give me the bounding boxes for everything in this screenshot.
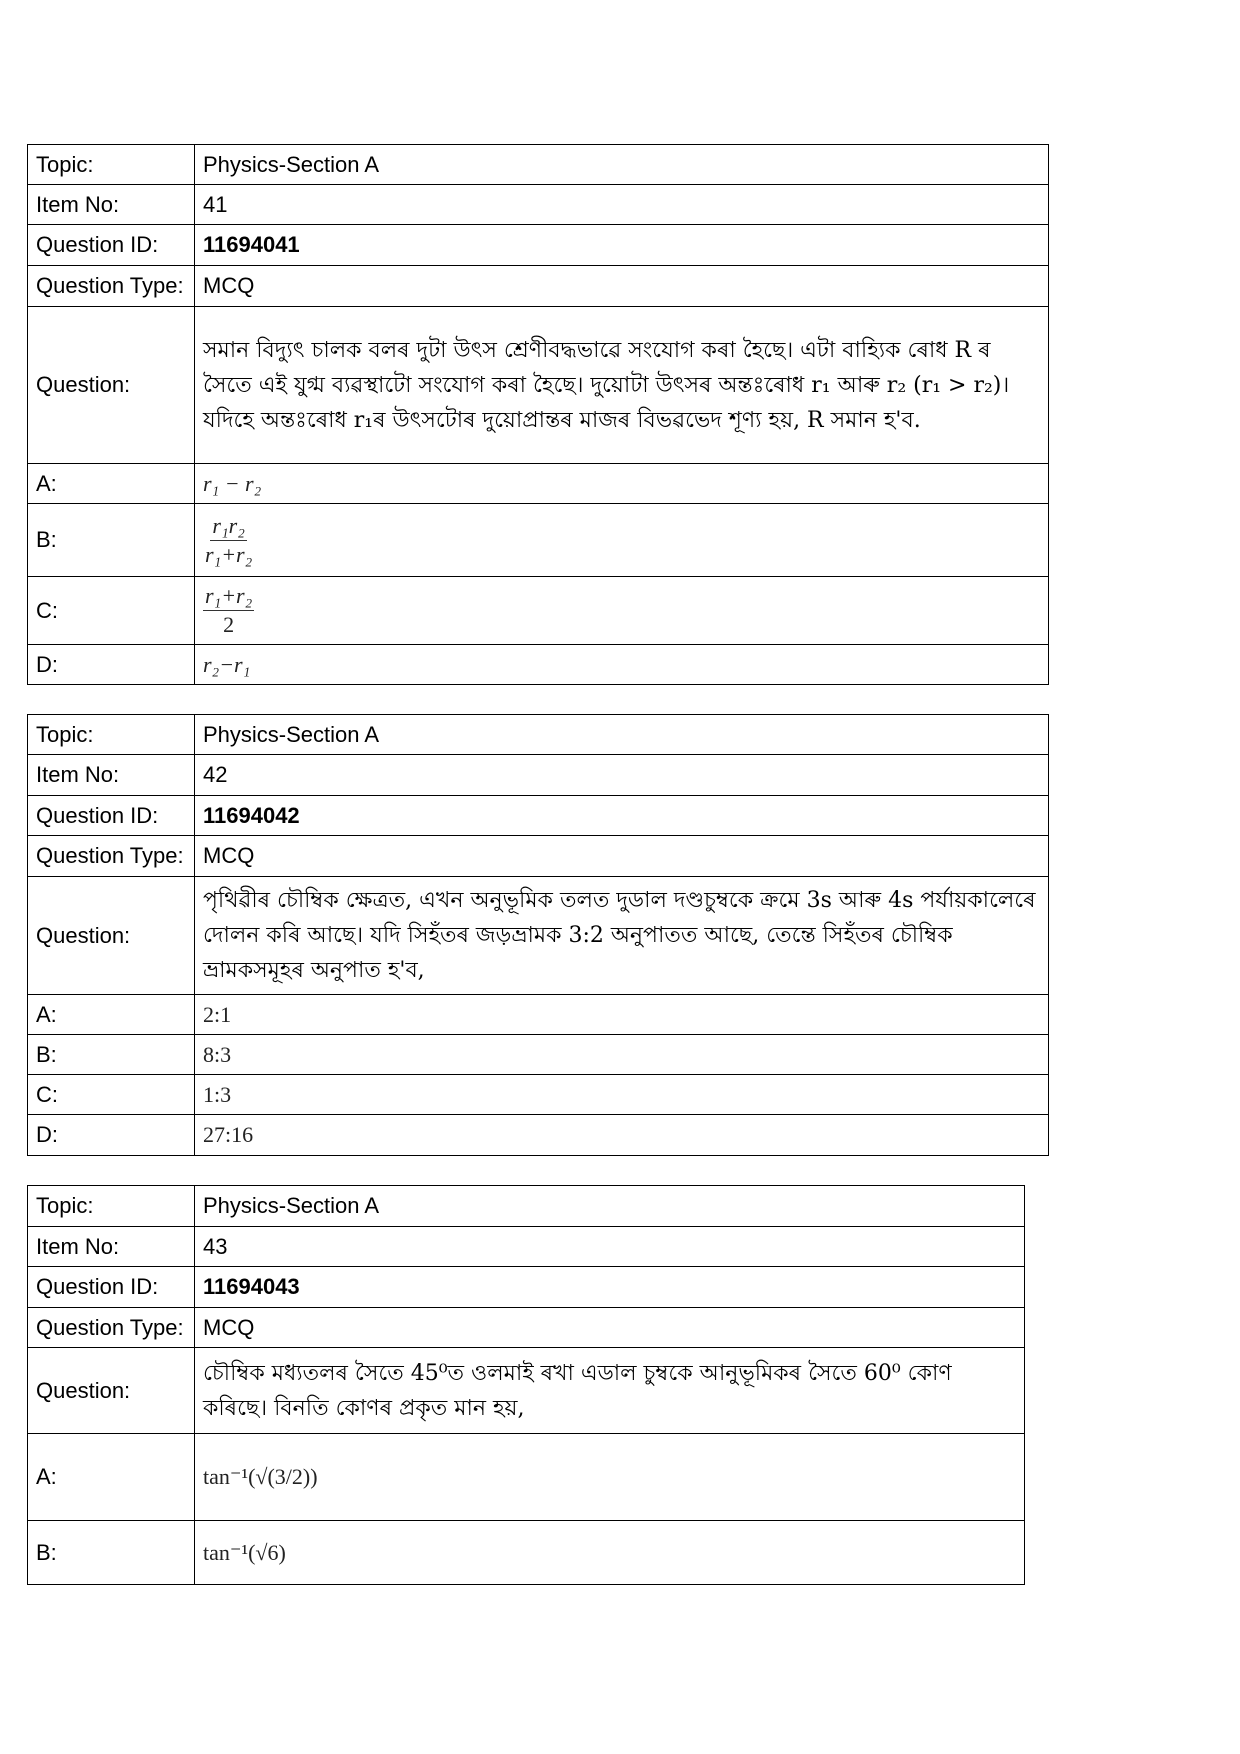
option-a-label: A: (28, 464, 195, 504)
question-type-label: Question Type: (28, 836, 195, 877)
topic-label: Topic: (28, 1186, 195, 1227)
item-no-value: 43 (195, 1227, 1025, 1267)
question-text: পৃথিৱীৰ চৌম্বিক ক্ষেত্ৰত, এখন অনুভূমিক তলত দুডাল দণ্ডচুম্বকে ক্ৰমে 3s আৰু 4s পৰ্যায়কালেৰে দোলন কৰি আছে। যদি সিহঁতৰ জড়ভ্ৰামক 3:2 অনুপাতত আছে, তেন্তে সিহঁতৰ চৌম্বিক ভ্ৰামকসমূহৰ অনুপাত হ'ব, (195, 877, 1049, 995)
question-table-41 (27, 144, 1049, 685)
question-id-label: Question ID: (28, 225, 195, 266)
question-label: Question: (28, 1348, 195, 1434)
option-a-value: tan⁻¹(√(3/2)) (195, 1434, 1025, 1521)
topic-label: Topic: (28, 715, 195, 755)
option-a-value: r₁ − r₂ (195, 464, 1049, 504)
question-type-value: MCQ (195, 836, 1049, 877)
option-c-value: 1:3 (195, 1075, 1049, 1115)
topic-label: Topic: (28, 145, 195, 185)
question-type-label: Question Type: (28, 266, 195, 307)
item-no-value: 42 (195, 755, 1049, 796)
option-b-value: tan⁻¹(√6) (195, 1521, 1025, 1585)
option-a-label: A: (28, 1434, 195, 1521)
topic-value: Physics-Section A (195, 715, 1049, 755)
option-d-value: 27:16 (195, 1115, 1049, 1156)
question-id-value: 11694043 (195, 1267, 1025, 1308)
topic-value: Physics-Section A (195, 1186, 1025, 1227)
option-a-label: A: (28, 995, 195, 1035)
item-no-label: Item No: (28, 1227, 195, 1267)
option-b-label: B: (28, 1521, 195, 1585)
option-b-label: B: (28, 1035, 195, 1075)
question-type-value: MCQ (195, 1308, 1025, 1348)
option-a-value: 2:1 (195, 995, 1049, 1035)
question-table-42 (27, 714, 1049, 1156)
question-label: Question: (28, 877, 195, 995)
question-text: চৌম্বিক মধ্যতলৰ সৈতে 45⁰ত ওলমাই ৰখা এডাল চুম্বকে আনুভূমিকৰ সৈতে 60⁰ কোণ কৰিছে। বিনতি কোণৰ প্ৰকৃত মান হয়, (195, 1348, 1025, 1434)
fraction: $\frac{\text{r₁+r₂}}{2}$ (205, 583, 253, 637)
question-label: Question: (28, 307, 195, 464)
option-b-label: B: (28, 504, 195, 577)
option-b-value (195, 504, 1049, 577)
topic-value: Physics-Section A (195, 145, 1049, 185)
option-b-value: 8:3 (195, 1035, 1049, 1075)
question-id-label: Question ID: (28, 796, 195, 836)
option-c-label: C: (28, 577, 195, 645)
question-id-value: 11694042 (195, 796, 1049, 836)
option-d-value: r₂−r₁ (195, 645, 1049, 685)
item-no-value: 41 (195, 185, 1049, 225)
fraction: $\frac{\text{r₁r₂}}{\text{r₁+r₂}}$ (205, 512, 253, 567)
item-no-label: Item No: (28, 185, 195, 225)
question-id-label: Question ID: (28, 1267, 195, 1308)
question-type-value: MCQ (195, 266, 1049, 307)
option-c-value (195, 577, 1049, 645)
question-id-value: 11694041 (195, 225, 1049, 266)
item-no-label: Item No: (28, 755, 195, 796)
option-c-label: C: (28, 1075, 195, 1115)
question-table-43 (27, 1185, 1025, 1585)
option-d-label: D: (28, 645, 195, 685)
question-text: সমান বিদ্যুৎ চালক বলৰ দুটা উৎস শ্ৰেণীবদ্ধভাৱে সংযোগ কৰা হৈছে। এটা বাহ্যিক ৰোধ R ৰ সৈতে এই যুগ্ম ব্যৱস্থাটো সংযোগ কৰা হৈছে। দুয়োটা উৎসৰ অন্তঃৰোধ r₁ আৰু r₂ (r₁ > r₂)। যদিহে অন্তঃৰোধ r₁ৰ উৎসটোৰ দুয়োপ্ৰান্তৰ মাজৰ বিভৱভেদ শূণ্য হয়, R সমান হ'ব. (195, 307, 1049, 464)
question-type-label: Question Type: (28, 1308, 195, 1348)
option-d-label: D: (28, 1115, 195, 1156)
